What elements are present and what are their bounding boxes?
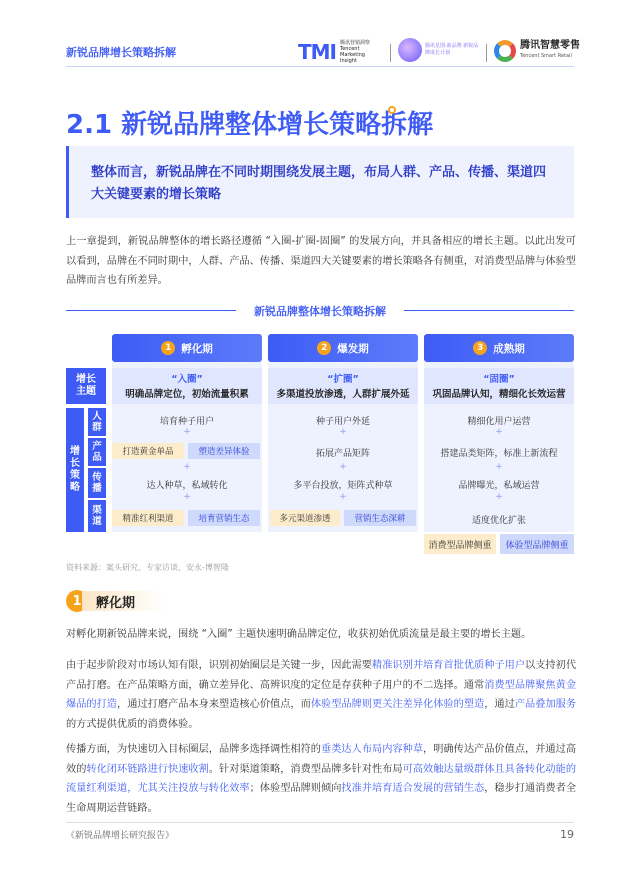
highlight-text: 产品叠加服务 bbox=[514, 699, 577, 710]
logo-divider bbox=[390, 44, 391, 62]
heading-decoration-dot bbox=[388, 106, 396, 114]
sub-tag-label: 产品 bbox=[92, 441, 102, 463]
text-run: ，明确传达产品价值点，并通过高效的 bbox=[66, 744, 577, 775]
strategy-cell: 种子用户外延 bbox=[315, 417, 370, 427]
row-tag-label: 增长主题 bbox=[76, 374, 96, 397]
logo-divider bbox=[486, 44, 487, 62]
highlight-text: 可高效触达量级群体且具备转化动能的流量红利渠道，尤其关注投放与转化效率 bbox=[66, 763, 577, 794]
footer-report-title: 《新锐品牌增长研究报告》 bbox=[66, 831, 175, 841]
planet-logo-text: 腾讯星图·新品牌 新锐品牌成长计划 bbox=[425, 43, 479, 56]
text-run: 以支持初代产品打磨。在产品策略方面，确立差异化、高辨识度的定位是存获种子用户的不二选择。通常 bbox=[66, 660, 577, 691]
intro-paragraph: 上一章提到，新锐品牌整体的增长路径遵循 “入圈-扩圈-固圈” 的发展方向，并具备相应的增长主题。以此出发可以看到，品牌在不同时期中，人群、产品、传播、渠道四大关键要素的增长策略各有侧重，对消费型品牌与体验型品牌而言也有所差异。 bbox=[66, 236, 576, 286]
page-header bbox=[0, 0, 640, 72]
highlight-text: 消费型品牌聚焦黄金爆品的打造 bbox=[66, 679, 577, 710]
text-run: 。针对渠道策略，消费型品牌多针对性布局 bbox=[208, 763, 403, 775]
strategy-pill-consumer: 打造黄金单品 bbox=[112, 443, 184, 459]
text-run: ，稳步打通消费者全生命周期运营链路。 bbox=[66, 783, 577, 814]
stage-header-2 bbox=[268, 334, 418, 362]
strategy-cell: 适度优化扩张 bbox=[471, 516, 526, 526]
paragraph-2 bbox=[66, 656, 576, 734]
strategy-pill-consumer: 多元渠道渗透 bbox=[270, 510, 340, 526]
row-tag-growth-theme bbox=[66, 368, 106, 404]
strategy-pill-experience: 塑造差异体验 bbox=[188, 443, 260, 459]
summary-box: 整体而言，新锐品牌在不同时期围绕发展主题，布局人群、产品、传播、渠道四大关键要素的增长策略 bbox=[66, 146, 574, 218]
planet-logo bbox=[398, 38, 481, 62]
header-title: 新锐品牌增长策略拆解 bbox=[66, 46, 176, 59]
strategy-cell: 搭建品类矩阵，标准上新流程 bbox=[440, 449, 558, 459]
sub-tag-product bbox=[88, 438, 106, 466]
stage-name: 成熟期 bbox=[493, 342, 525, 355]
source-note: 资料来源：案头研究、专家访谈、安永-博智隆 bbox=[66, 563, 229, 572]
plus-connector: + bbox=[339, 427, 347, 437]
stage-header-1 bbox=[112, 334, 262, 362]
row-tag-growth-strategy bbox=[66, 408, 84, 532]
strategy-cell: 品牌曝光，私域运营 bbox=[458, 481, 540, 491]
paragraph-1: 对孵化期新锐品牌来说，围绕 “入圈” 主题快速明确品牌定位，收获初始优质流量是最主要的增长主题。 bbox=[66, 629, 532, 640]
sub-tag-label: 渠道 bbox=[92, 505, 102, 527]
stage-number: 3 bbox=[473, 341, 487, 355]
smart-retail-logo bbox=[494, 40, 580, 62]
row-tag-label: 增长策略 bbox=[70, 446, 80, 493]
plus-connector: + bbox=[183, 492, 191, 502]
paragraph-3 bbox=[66, 740, 576, 818]
strategy-cell: 精细化用户运营 bbox=[467, 417, 531, 427]
plus-connector: + bbox=[183, 462, 191, 472]
plus-connector: + bbox=[339, 462, 347, 472]
strategy-cell: 达人种草，私域转化 bbox=[146, 481, 228, 491]
highlight-text: 精准识别并培育首批优质种子用户 bbox=[372, 660, 526, 671]
sub-tag-communication bbox=[88, 468, 106, 498]
section-number: 1 bbox=[66, 590, 88, 612]
strategy-pill-experience: 培育营销生态 bbox=[188, 510, 260, 526]
highlight-text: 转化闭环链路进行快速收割 bbox=[86, 763, 209, 775]
legend-experience: 体验型品牌侧重 bbox=[500, 534, 574, 554]
tmi-mark: TMI bbox=[298, 40, 336, 64]
stage-theme-1 bbox=[112, 368, 262, 404]
stage-name: 孵化期 bbox=[181, 342, 213, 355]
text-run: ，通过 bbox=[484, 699, 515, 710]
footer-divider bbox=[66, 822, 574, 823]
smart-retail-en: Tencent Smart Retail bbox=[520, 53, 572, 59]
sub-tag-label: 传播 bbox=[92, 472, 102, 494]
theme-text: 明确品牌定位，初始流量积累 bbox=[125, 389, 249, 400]
theme-keyword: “入圈” bbox=[171, 374, 203, 385]
text-run: 由于起步阶段对市场认知有限，识别初始圈层是关键一步，因此需要 bbox=[66, 660, 373, 671]
smart-retail-name: 腾讯智慧零售 bbox=[520, 40, 580, 51]
tmi-logo bbox=[298, 40, 382, 64]
sub-tag-channel bbox=[88, 500, 106, 532]
diagram-title-rule bbox=[404, 310, 574, 311]
plus-connector: + bbox=[495, 492, 503, 502]
highlight-text: 垂类达人布局内容种草 bbox=[321, 744, 424, 755]
plus-connector: + bbox=[339, 492, 347, 502]
strategy-cell: 培育种子用户 bbox=[159, 417, 214, 427]
stage-theme-2 bbox=[268, 368, 418, 404]
stage-number: 1 bbox=[161, 341, 175, 355]
header-divider bbox=[66, 66, 574, 67]
diagram-title-row bbox=[66, 300, 574, 320]
text-run: 传播方面，为快速切入目标圈层，品牌多选择调性相符的 bbox=[66, 744, 322, 755]
stage-theme-3 bbox=[424, 368, 574, 404]
page-number: 19 bbox=[560, 828, 574, 841]
highlight-text: 找准并培育适合发展的营销生态 bbox=[341, 783, 485, 794]
smart-retail-icon bbox=[494, 40, 516, 62]
stage-number: 2 bbox=[317, 341, 331, 355]
theme-keyword: “固圈” bbox=[483, 374, 515, 385]
text-run: ；体验型品牌则倾向 bbox=[249, 783, 342, 794]
page-footer bbox=[66, 828, 574, 842]
sub-tag-people bbox=[88, 408, 106, 436]
theme-text: 多渠道投放渗透，人群扩展外延 bbox=[276, 389, 410, 400]
theme-text: 巩固品牌认知，精细化长效运营 bbox=[432, 389, 566, 400]
strategy-pill-experience: 营销生态深耕 bbox=[344, 510, 416, 526]
page-heading: 2.1 新锐品牌整体增长策略拆解 bbox=[66, 110, 434, 140]
stage-name: 爆发期 bbox=[337, 342, 369, 355]
planet-icon bbox=[398, 38, 422, 62]
section-title: 孵化期 bbox=[82, 591, 165, 611]
highlight-text: 体验型品牌则更关注差异化体验的塑造 bbox=[310, 699, 485, 710]
strategy-pill-consumer: 精准红利渠道 bbox=[112, 510, 184, 526]
plus-connector: + bbox=[183, 427, 191, 437]
strategy-cell: 拓展产品矩阵 bbox=[315, 449, 370, 459]
section-heading bbox=[66, 590, 165, 612]
strategy-cell: 多平台投放，矩阵式种草 bbox=[293, 481, 393, 491]
sub-tag-label: 人群 bbox=[92, 411, 102, 433]
legend-consumer: 消费型品牌侧重 bbox=[424, 534, 496, 554]
text-run: 的方式提供优质的消费体验。 bbox=[66, 718, 199, 730]
text-run: ，通过打磨产品本身来塑造核心价值点，而 bbox=[117, 699, 311, 710]
plus-connector: + bbox=[495, 427, 503, 437]
plus-connector: + bbox=[495, 462, 503, 472]
tmi-logo-text: 腾讯营销洞察 Tencent Marketing Insight bbox=[340, 40, 371, 64]
stage-header-3 bbox=[424, 334, 574, 362]
theme-keyword: “扩圈” bbox=[327, 374, 359, 385]
diagram-title: 新锐品牌整体增长策略拆解 bbox=[254, 305, 386, 318]
